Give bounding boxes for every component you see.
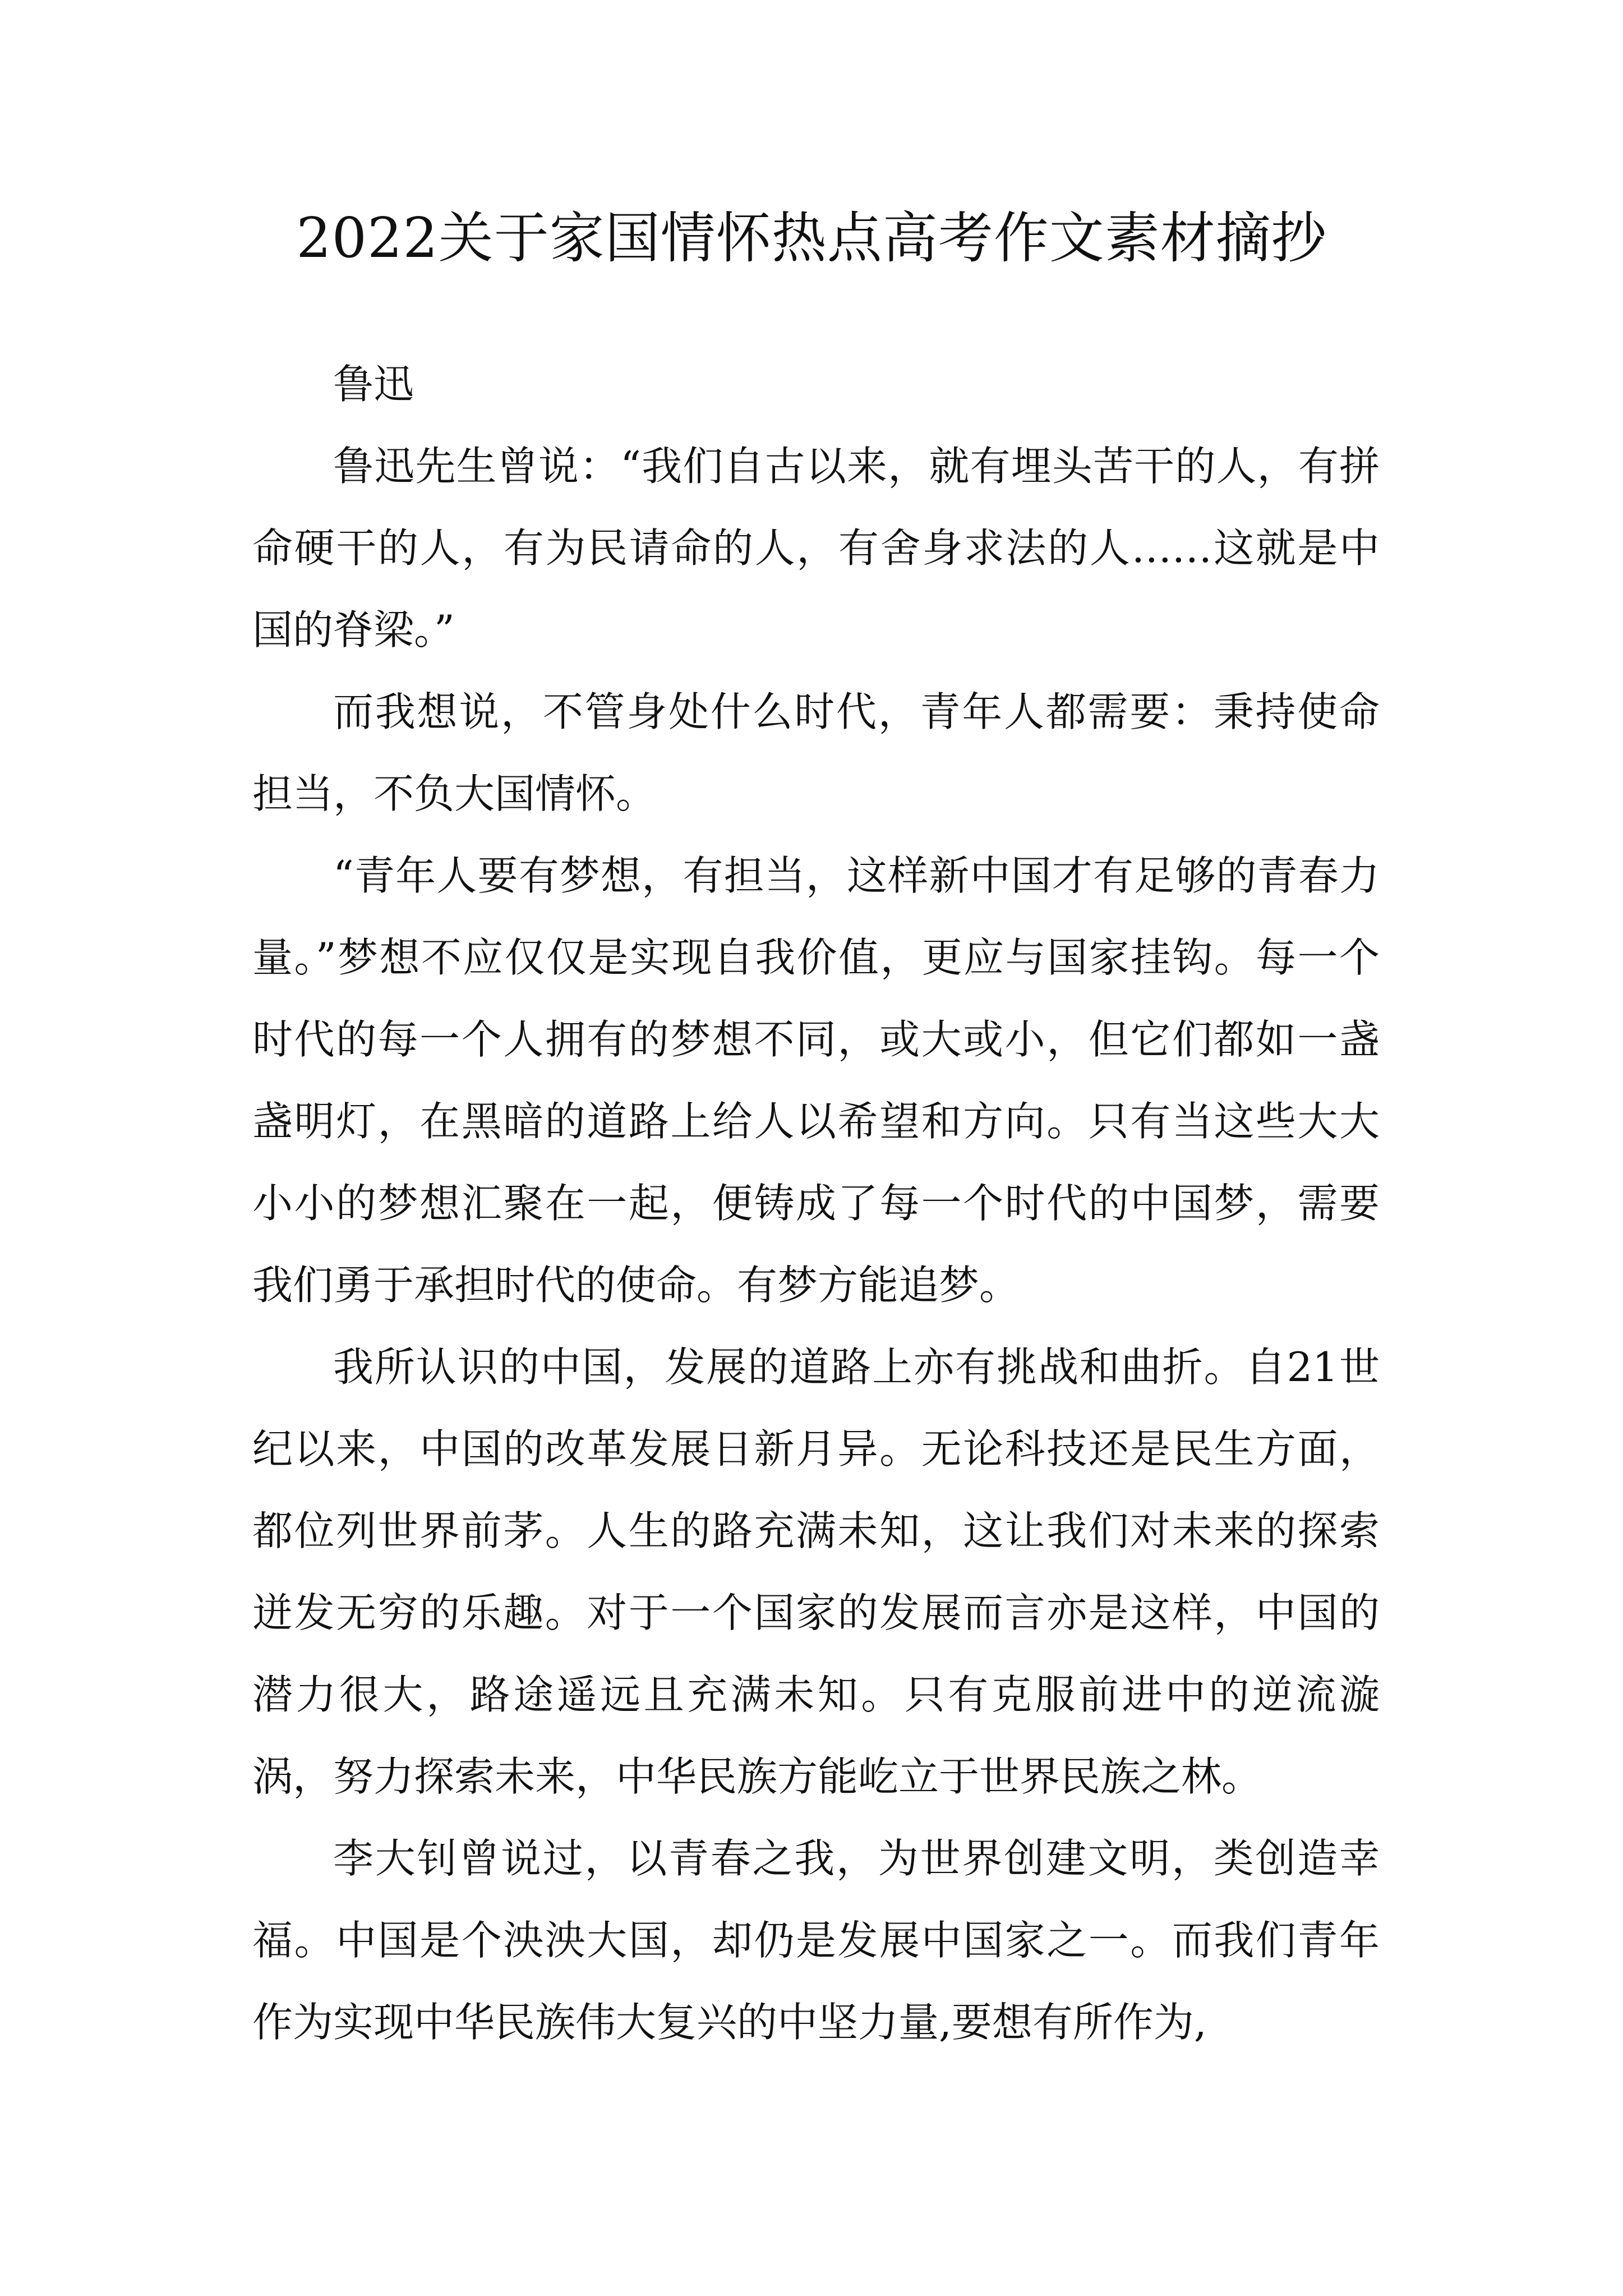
- paragraph-youth-dream: “青年人要有梦想，有担当，这样新中国才有足够的青春力量。”梦想不应仅仅是实现自我价值，更应与国家挂钩。每一个时代的每一个人拥有的梦想不同，或大或小，但它们都如一盏盏明灯，在黑暗的道路上给人以希望和方向。只有当这些大大小小的梦想汇聚在一起，便铸成了每一个时代的中国梦，需要我们勇于承担时代的使命。有梦方能追梦。: [252, 852, 1380, 1309]
- document-title: 2022关于家国情怀热点高考作文素材摘抄: [296, 206, 1327, 270]
- paragraph-heading-luxun: 鲁迅: [333, 361, 414, 408]
- document-body: [252, 343, 1380, 2063]
- paragraph-lidazhao: 李大钊曾说过，以青春之我，为世界创建文明，类创造幸福。中国是个泱泱大国，却仍是发展中国家之一。而我们青年作为实现中华民族伟大复兴的中坚力量,要想有所作为,: [252, 1835, 1380, 2046]
- paragraph-mission: 而我想说，不管身处什么时代，青年人都需要：秉持使命担当，不负大国情怀。: [252, 688, 1380, 817]
- paragraph-luxun-quote: 鲁迅先生曾说：“我们自古以来，就有埋头苦干的人，有拼命硬干的人，有为民请命的人，有舍身求法的人……这就是中国的脊梁。”: [252, 443, 1380, 654]
- paragraph-china-development: 我所认识的中国，发展的道路上亦有挑战和曲折。自21世纪以来，中国的改革发展日新月异。无论科技还是民生方面，都位列世界前茅。人生的路充满未知，这让我们对未来的探索迸发无穷的乐趣。对于一个国家的发展而言亦是这样，中国的潜力很大，路途遥远且充满未知。只有克服前进中的逆流漩涡，努力探索未来，中华民族方能屹立于世界民族之林。: [252, 1343, 1380, 1800]
